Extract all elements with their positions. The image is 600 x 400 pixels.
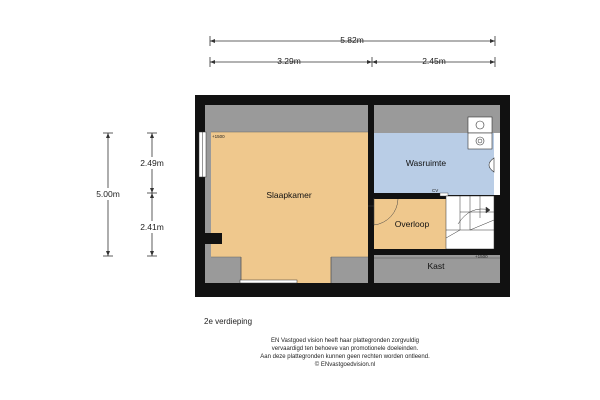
wall-laundry-landing: [374, 193, 440, 199]
dimension-total-width-label: 5.82m: [340, 35, 364, 45]
window-bottom: [240, 280, 297, 283]
disclaimer-copyright: © ENvastgoedvision.nl: [314, 362, 376, 368]
dimension-depth-split: [147, 133, 157, 256]
dimension-left-width-label: 3.29m: [277, 56, 301, 66]
disclaimer-line: vervaardigd ten behoeve van promotionele doeleinden.: [271, 346, 419, 352]
dimension-upper-depth-label: 2.49m: [140, 158, 164, 168]
dimension-right-width-label: 2.45m: [422, 56, 446, 66]
room-label-laundry: Wasruimte: [405, 158, 447, 168]
height-marker-closet: +1500: [475, 254, 488, 259]
dimension-width-split: [210, 57, 495, 67]
room-label-closet: Kast: [427, 261, 445, 271]
disclaimer: [200, 337, 490, 369]
dryer-icon: [468, 117, 492, 133]
laundry-edge: [494, 133, 500, 195]
disclaimer-line: Aan deze plattegronden kunnen geen rechten worden ontleend.: [260, 354, 430, 360]
washing-machine-icon: [468, 133, 492, 149]
dimension-lower-depth-label: 2.41m: [140, 222, 164, 232]
wall-stub: [205, 233, 222, 244]
room-label-bedroom: Slaapkamer: [266, 190, 312, 200]
boiler-icon: [440, 193, 448, 196]
bedroom-floor-dormer: [241, 256, 331, 283]
boiler-label: CV: [432, 188, 439, 193]
disclaimer-line: EN Vastgoed vision heeft haar plattegronden zorgvuldig: [271, 338, 419, 344]
interior-wall: [368, 105, 374, 283]
height-marker-bedroom: +1500: [212, 134, 225, 139]
room-label-landing: Overloop: [394, 219, 430, 229]
dimension-total-depth-label: 5.00m: [96, 189, 120, 199]
floor-label: 2e verdieping: [204, 317, 253, 326]
